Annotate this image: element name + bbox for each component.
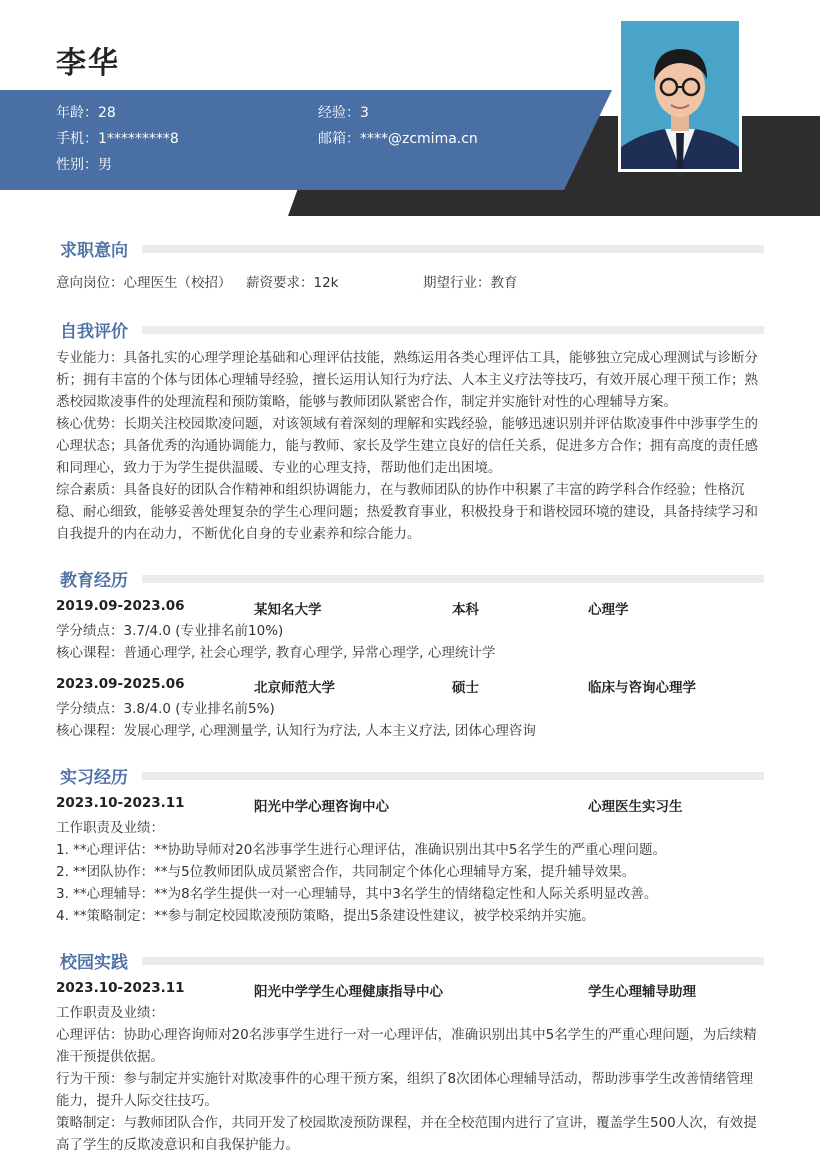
education-item-header (56, 672, 764, 698)
section-title: 求职意向 (60, 241, 128, 261)
section-divider (142, 326, 764, 334)
self-eval-paragraph: 核心优势：长期关注校园欺凌问题，对该领域有着深刻的理解和实践经验，能够迅速识别并评估欺凌事件中涉事学生的心理状态；具备优秀的沟通协调能力，能与教师、家长及学生建立良好的信任关系，促进多方合作；拥有高度的责任感和同理心，致力于为学生提供温暖、专业的心理支持，帮助他们走出困境。 (56, 416, 758, 476)
internship-item (56, 791, 764, 927)
intern-line: 1. **心理评估：**协助导师对20名涉事学生进行心理评估，准确识别出其中5名学生的严重心理问题。 (56, 842, 666, 858)
section-title: 教育经历 (60, 571, 128, 591)
intern-role: 心理医生实习生 (588, 799, 683, 815)
education-header (56, 566, 764, 591)
intern-period: 2023.10-2023.11 (56, 795, 185, 811)
job-intent-section (56, 236, 764, 261)
edu-school: 北京师范大学 (254, 680, 335, 696)
intern-line: 2. **团队协作：**与5位教师团队成员紧密合作，共同制定个体化心理辅导方案，提升辅导效果。 (56, 864, 636, 880)
email-info: 邮箱：****@zcmima.cn (318, 131, 478, 147)
self-eval-body (56, 347, 764, 545)
edu-period: 2019.09-2023.06 (56, 598, 185, 614)
section-divider (142, 957, 764, 965)
section-title: 校园实践 (60, 953, 128, 973)
experience-info: 经验：3 (318, 105, 369, 121)
edu-gpa: 学分绩点：3.7/4.0 (专业排名前10%) (56, 623, 284, 639)
intern-line: 3. **心理辅导：**为8名学生提供一对一心理辅导，其中3名学生的情绪稳定性和人际关系明显改善。 (56, 886, 658, 902)
section-divider (142, 575, 764, 583)
campus-header (56, 948, 764, 973)
section-divider (142, 772, 764, 780)
edu-courses: 核心课程：普通心理学, 社会心理学, 教育心理学, 异常心理学, 心理统计学 (56, 645, 496, 661)
education-item-header (56, 594, 764, 620)
education-item (56, 672, 764, 742)
self-eval-section (56, 317, 764, 342)
age-info: 年龄：28 (56, 105, 116, 121)
intern-intro: 工作职责及业绩： (56, 820, 164, 836)
intent-industry: 期望行业：教育 (423, 275, 518, 291)
section-title: 自我评价 (60, 322, 128, 342)
education-section (56, 566, 764, 591)
internship-item-header (56, 791, 764, 817)
campus-item (56, 976, 764, 1156)
self-eval-paragraph: 专业能力：具备扎实的心理学理论基础和心理评估技能，熟练运用各类心理评估工具，能够独立完成心理测试与诊断分析；拥有丰富的个体与团体心理辅导经验，擅长运用认知行为疗法、人本主义疗法等技巧，有效开展心理干预工作；熟悉校园欺凌事件的处理流程和预防策略，能够与教师团队紧密合作，制定并实施针对性的心理辅导方案。 (56, 350, 758, 410)
gender-info: 性别：男 (56, 157, 112, 173)
intern-org: 阳光中学心理咨询中心 (254, 799, 389, 815)
self-eval-paragraph: 综合素质：具备良好的团队合作精神和组织协调能力，在与教师团队的协作中积累了丰富的跨学科合作经验；性格沉稳、耐心细致，能够妥善处理复杂的学生心理问题；热爱教育事业，积极投身于和谐校园环境的建设，具备持续学习和自我提升的内在动力，不断优化自身的专业素养和综合能力。 (56, 482, 758, 542)
campus-paragraph: 行为干预：参与制定并实施针对欺凌事件的心理干预方案，组织了8次团体心理辅导活动，帮助涉事学生改善情绪管理能力，提升人际交往技巧。 (56, 1071, 754, 1109)
section-title: 实习经历 (60, 768, 128, 788)
campus-item-header (56, 976, 764, 1002)
phone-info: 手机：1*********8 (56, 131, 179, 147)
education-item (56, 594, 764, 664)
edu-degree: 硕士 (452, 680, 479, 696)
candidate-name: 李华 (56, 46, 120, 81)
edu-major: 心理学 (588, 602, 629, 618)
intent-position: 意向岗位：心理医生（校招） (56, 275, 232, 291)
self-eval-header (56, 317, 764, 342)
avatar-photo-icon (621, 21, 739, 169)
edu-major: 临床与咨询心理学 (588, 680, 696, 696)
avatar (618, 18, 742, 172)
campus-role: 学生心理辅导助理 (588, 984, 696, 1000)
intent-salary: 薪资要求：12k (246, 275, 339, 291)
internship-header (56, 763, 764, 788)
campus-paragraph: 心理评估：协助心理咨询师对20名涉事学生进行一对一心理评估，准确识别出其中5名学生的严重心理问题，为后续精准干预提供依据。 (56, 1027, 757, 1065)
campus-period: 2023.10-2023.11 (56, 980, 185, 996)
internship-section (56, 763, 764, 788)
intern-line: 4. **策略制定：**参与制定校园欺凌预防策略，提出5条建设性建议，被学校采纳并实施。 (56, 908, 595, 924)
edu-courses: 核心课程：发展心理学, 心理测量学, 认知行为疗法, 人本主义疗法, 团体心理咨询 (56, 723, 536, 739)
campus-intro: 工作职责及业绩： (56, 1005, 164, 1021)
job-intent-header (56, 236, 764, 261)
campus-section (56, 948, 764, 973)
edu-period: 2023.09-2025.06 (56, 676, 185, 692)
campus-org: 阳光中学学生心理健康指导中心 (254, 984, 443, 1000)
edu-gpa: 学分绩点：3.8/4.0 (专业排名前5%) (56, 701, 275, 717)
campus-paragraph: 策略制定：与教师团队合作，共同开发了校园欺凌预防课程，并在全校范围内进行了宣讲，覆盖学生500人次，有效提高了学生的反欺凌意识和自我保护能力。 (56, 1115, 757, 1153)
section-divider (142, 245, 764, 253)
edu-degree: 本科 (452, 602, 479, 618)
edu-school: 某知名大学 (254, 602, 322, 618)
